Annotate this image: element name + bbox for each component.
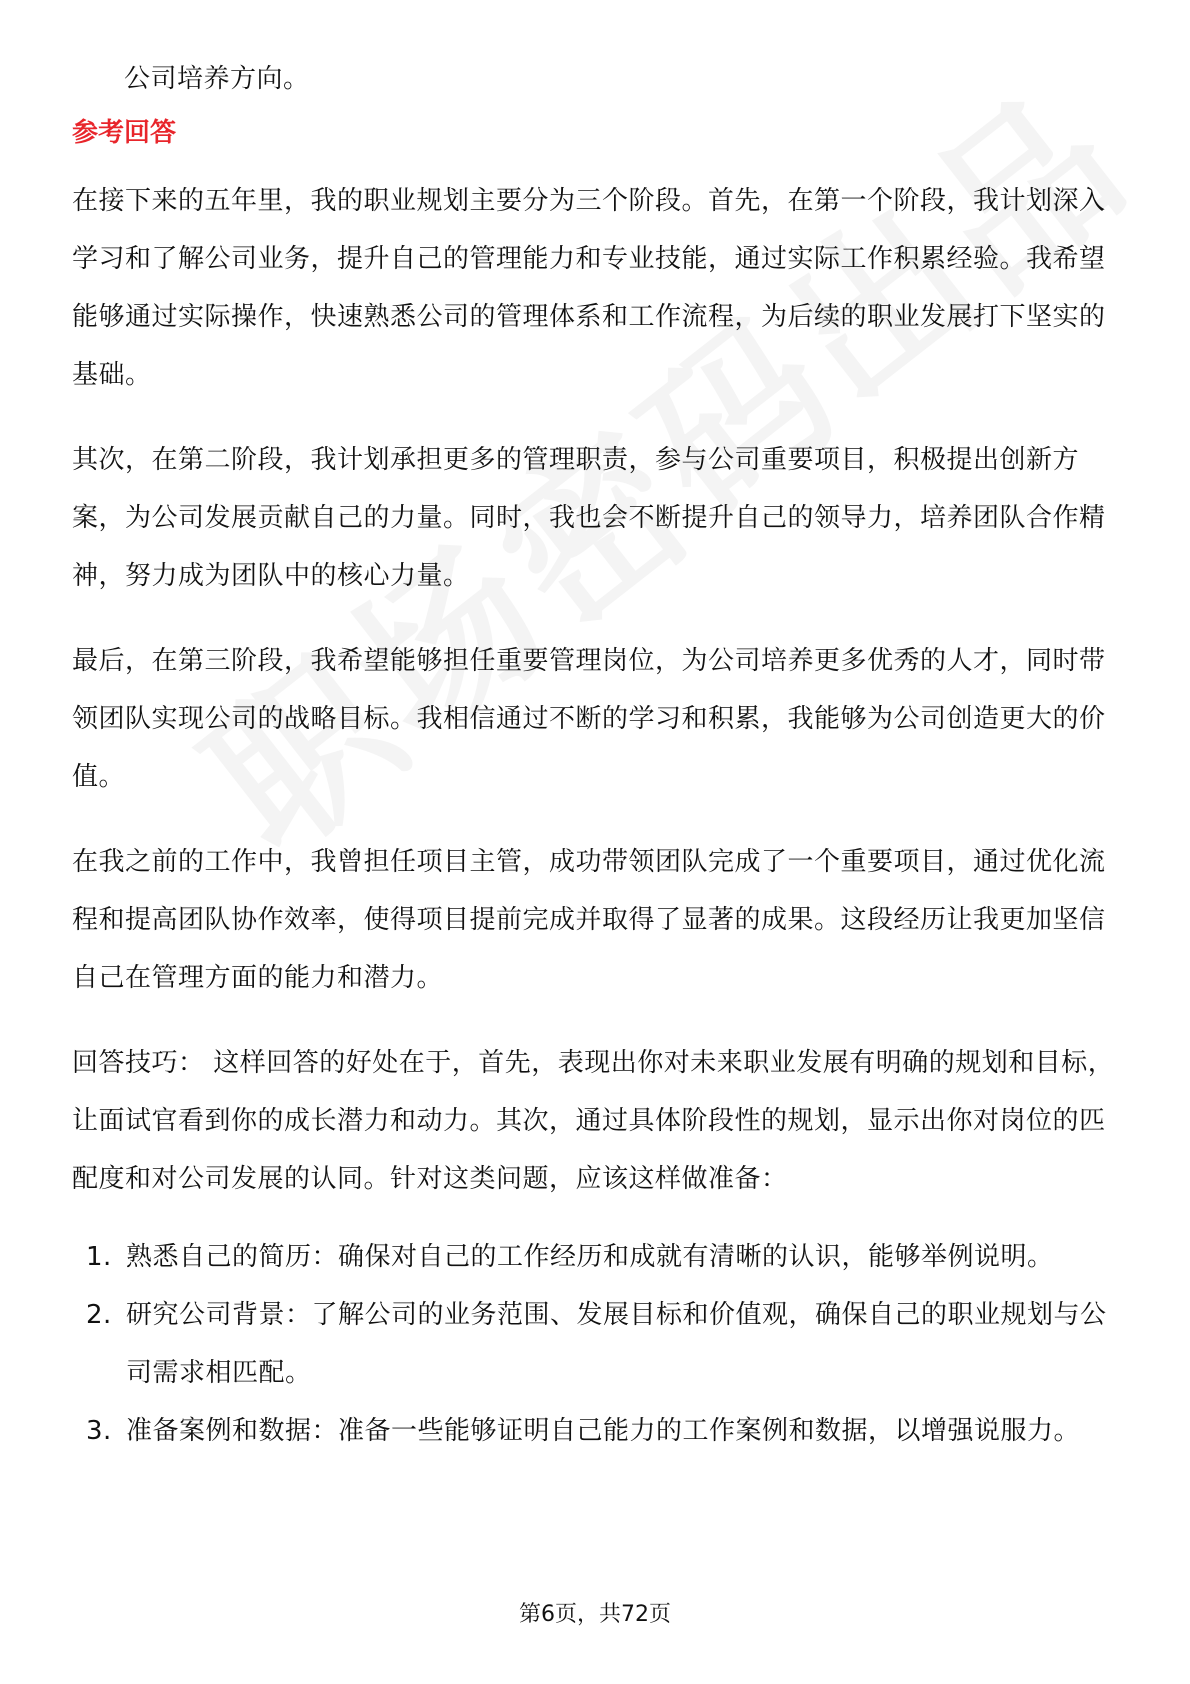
list-item-text: 熟悉自己的简历：确保对自己的工作经历和成就有清晰的认识，能够举例说明。 — [126, 1242, 1054, 1272]
intro-continuation: 公司培养方向。 — [124, 64, 310, 94]
list-item — [72, 1286, 1118, 1402]
page-number-footer: 第6页，共72页 — [519, 1602, 671, 1627]
paragraph-4: 在我之前的工作中，我曾担任项目主管，成功带领团队完成了一个重要项目，通过优化流程和提高团队协作效率，使得项目提前完成并取得了显著的成果。这段经历让我更加坚信自己在管理方面的能力和潜力。 — [72, 847, 1106, 993]
tips-paragraph: 回答技巧： 这样回答的好处在于，首先，表现出你对未来职业发展有明确的规划和目标，让面试官看到你的成长潜力和动力。其次，通过具体阶段性的规划，显示出你对岗位的匹配度和对公司发展的认同。针对这类问题，应该这样做准备： — [72, 1048, 1115, 1194]
list-item — [72, 1402, 1118, 1460]
list-number: 3. — [86, 1416, 112, 1446]
preparation-list — [72, 1228, 1118, 1460]
paragraph-1: 在接下来的五年里，我的职业规划主要分为三个阶段。首先，在第一个阶段，我计划深入学习和了解公司业务，提升自己的管理能力和专业技能，通过实际工作积累经验。我希望能够通过实际操作，快速熟悉公司的管理体系和工作流程，为后续的职业发展打下坚实的基础。 — [72, 186, 1106, 390]
page-content — [72, 50, 1118, 1460]
list-item — [72, 1228, 1118, 1286]
list-number: 1. — [86, 1242, 112, 1272]
list-number: 2. — [86, 1300, 112, 1330]
list-item-text: 研究公司背景：了解公司的业务范围、发展目标和价值观，确保自己的职业规划与公司需求相匹配。 — [126, 1300, 1107, 1388]
paragraph-2: 其次，在第二阶段，我计划承担更多的管理职责，参与公司重要项目，积极提出创新方案，为公司发展贡献自己的力量。同时，我也会不断提升自己的领导力，培养团队合作精神，努力成为团队中的核心力量。 — [72, 445, 1106, 591]
section-title: 参考回答 — [72, 118, 177, 148]
list-item-text: 准备案例和数据：准备一些能够证明自己能力的工作案例和数据，以增强说服力。 — [126, 1416, 1081, 1446]
paragraph-3: 最后，在第三阶段，我希望能够担任重要管理岗位，为公司培养更多优秀的人才，同时带领团队实现公司的战略目标。我相信通过不断的学习和积累，我能够为公司创造更大的价值。 — [72, 646, 1106, 792]
